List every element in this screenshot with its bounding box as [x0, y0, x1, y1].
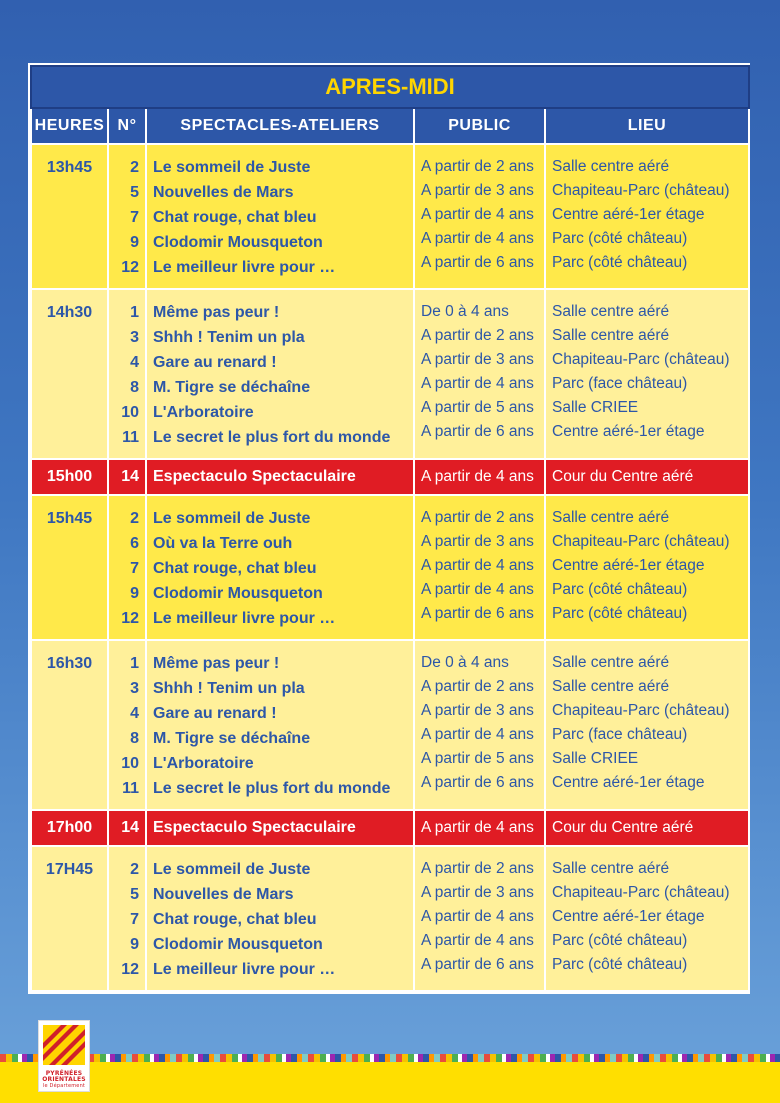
slot-time-cell	[31, 640, 108, 810]
item-public: A partir de 3 ans	[421, 182, 534, 199]
item-title: Le meilleur livre pour …	[153, 259, 336, 276]
item-title: L'Arboratoire	[153, 404, 254, 421]
schedule-table	[30, 65, 750, 992]
item-public: A partir de 6 ans	[421, 254, 534, 271]
item-number: 5	[130, 184, 139, 201]
slot-time: 15h45	[46, 510, 93, 527]
page-title: APRES-MIDI	[31, 66, 749, 108]
item-lieu: Salle CRIEE	[552, 399, 639, 416]
item-public-cell	[414, 495, 545, 640]
item-public: A partir de 3 ans	[421, 351, 534, 368]
item-title: Espectaculo Spectaculaire	[153, 468, 356, 485]
item-lieu: Cour du Centre aéré	[552, 468, 694, 485]
item-number: 2	[130, 159, 139, 176]
schedule-slot-row	[31, 846, 749, 991]
item-number: 10	[121, 404, 139, 421]
item-public: A partir de 4 ans	[421, 468, 534, 485]
item-title: Nouvelles de Mars	[153, 886, 294, 903]
item-title: Espectaculo Spectaculaire	[153, 819, 356, 836]
item-lieu-cell	[545, 846, 749, 991]
item-title: Le sommeil de Juste	[153, 510, 311, 527]
schedule-slot-row	[31, 495, 749, 640]
item-number-cell	[108, 289, 146, 459]
item-public: A partir de 2 ans	[421, 327, 534, 344]
table-header-row	[31, 108, 749, 144]
item-number: 12	[121, 259, 139, 276]
item-number: 11	[122, 780, 139, 797]
item-public-cell	[414, 810, 545, 846]
item-lieu-cell	[545, 495, 749, 640]
item-number: 8	[130, 730, 139, 747]
item-public: A partir de 2 ans	[421, 860, 534, 877]
item-public: A partir de 4 ans	[421, 581, 534, 598]
item-public: A partir de 2 ans	[421, 678, 534, 695]
slot-time-cell	[31, 289, 108, 459]
item-public: A partir de 4 ans	[421, 726, 534, 743]
slot-time-cell	[31, 459, 108, 495]
item-lieu: Parc (côté château)	[552, 932, 688, 949]
item-public: De 0 à 4 ans	[421, 303, 509, 320]
item-title: Clodomir Mousqueton	[153, 936, 323, 953]
item-public-cell	[414, 144, 545, 289]
item-title-cell	[146, 289, 414, 459]
item-lieu-cell	[545, 289, 749, 459]
item-public-cell	[414, 640, 545, 810]
item-number-cell	[108, 459, 146, 495]
item-number: 3	[130, 329, 139, 346]
catalan-flag-icon	[39, 1021, 89, 1069]
item-title: Le secret le plus fort du monde	[153, 429, 391, 446]
item-public: A partir de 6 ans	[421, 774, 534, 791]
item-lieu: Salle centre aéré	[552, 303, 670, 320]
item-title: Le meilleur livre pour …	[153, 610, 336, 627]
item-lieu: Chapiteau-Parc (château)	[552, 884, 730, 901]
item-public: A partir de 4 ans	[421, 557, 534, 574]
item-number: 3	[130, 680, 139, 697]
item-lieu: Parc (face château)	[552, 726, 688, 743]
item-title: M. Tigre se déchaîne	[153, 730, 311, 747]
schedule-body	[31, 144, 749, 991]
slot-time: 16h30	[46, 655, 93, 672]
item-number: 5	[130, 886, 139, 903]
footer-stripe	[0, 1054, 780, 1062]
item-lieu-cell	[545, 144, 749, 289]
item-title: Nouvelles de Mars	[153, 184, 294, 201]
item-number: 9	[130, 585, 139, 602]
item-public: A partir de 3 ans	[421, 884, 534, 901]
item-number-cell	[108, 495, 146, 640]
item-public: A partir de 2 ans	[421, 158, 534, 175]
item-public: A partir de 4 ans	[421, 206, 534, 223]
item-lieu: Parc (côté château)	[552, 230, 688, 247]
item-title: Le meilleur livre pour …	[153, 961, 336, 978]
item-title: Gare au renard !	[153, 705, 277, 722]
item-lieu: Parc (côté château)	[552, 581, 688, 598]
logo-line-3: le Département	[42, 1083, 86, 1089]
item-public: De 0 à 4 ans	[421, 654, 509, 671]
slot-time: 14h30	[46, 304, 93, 321]
item-public: A partir de 2 ans	[421, 509, 534, 526]
item-number: 2	[130, 861, 139, 878]
schedule-slot-row	[31, 289, 749, 459]
item-lieu: Parc (face château)	[552, 375, 688, 392]
item-number: 10	[121, 755, 139, 772]
item-lieu: Parc (côté château)	[552, 254, 688, 271]
item-title: Shhh ! Tenim un pla	[153, 680, 305, 697]
item-number: 1	[130, 655, 139, 672]
item-title-cell	[146, 640, 414, 810]
slot-time: 17H45	[45, 861, 94, 878]
item-public: A partir de 4 ans	[421, 230, 534, 247]
item-number: 7	[130, 560, 139, 577]
item-title: Clodomir Mousqueton	[153, 234, 323, 251]
item-title: Le secret le plus fort du monde	[153, 780, 391, 797]
header-spectacles: SPECTACLES-ATELIERS	[146, 108, 414, 144]
item-number: 4	[130, 354, 139, 371]
item-lieu: Salle CRIEE	[552, 750, 639, 767]
item-title-cell	[146, 810, 414, 846]
item-title: Même pas peur !	[153, 655, 280, 672]
item-lieu: Salle centre aéré	[552, 509, 670, 526]
item-number: 12	[121, 610, 139, 627]
item-public: A partir de 3 ans	[421, 533, 534, 550]
item-number: 12	[121, 961, 139, 978]
item-lieu: Chapiteau-Parc (château)	[552, 351, 730, 368]
item-number: 9	[130, 234, 139, 251]
item-public-cell	[414, 459, 545, 495]
schedule-slot-row	[31, 144, 749, 289]
item-public: A partir de 4 ans	[421, 908, 534, 925]
slot-time-cell	[31, 144, 108, 289]
item-title: Le sommeil de Juste	[153, 861, 311, 878]
slot-time: 15h00	[46, 468, 93, 485]
header-heures: HEURES	[31, 108, 108, 144]
item-lieu-cell	[545, 459, 749, 495]
item-title: L'Arboratoire	[153, 755, 254, 772]
logo-text	[39, 1071, 89, 1089]
item-number-cell	[108, 810, 146, 846]
item-number: 1	[130, 304, 139, 321]
schedule-sheet	[28, 63, 750, 994]
item-public: A partir de 6 ans	[421, 605, 534, 622]
item-lieu: Chapiteau-Parc (château)	[552, 533, 730, 550]
slot-time-cell	[31, 810, 108, 846]
slot-time: 13h45	[46, 159, 93, 176]
item-number: 7	[130, 911, 139, 928]
item-lieu: Salle centre aéré	[552, 327, 670, 344]
schedule-slot-row	[31, 640, 749, 810]
item-number: 14	[121, 468, 139, 485]
item-number: 2	[130, 510, 139, 527]
item-title-cell	[146, 846, 414, 991]
item-lieu: Cour du Centre aéré	[552, 819, 694, 836]
item-number: 7	[130, 209, 139, 226]
item-number: 8	[130, 379, 139, 396]
item-number: 14	[121, 819, 139, 836]
item-number-cell	[108, 846, 146, 991]
item-public: A partir de 5 ans	[421, 399, 534, 416]
item-lieu: Parc (côté château)	[552, 956, 688, 973]
item-lieu: Centre aéré-1er étage	[552, 557, 705, 574]
item-lieu: Salle centre aéré	[552, 158, 670, 175]
item-title: Clodomir Mousqueton	[153, 585, 323, 602]
item-title: Où va la Terre ouh	[153, 535, 293, 552]
slot-time-cell	[31, 846, 108, 991]
item-title: Gare au renard !	[153, 354, 277, 371]
slot-time: 17h00	[46, 819, 93, 836]
item-lieu: Parc (côté château)	[552, 605, 688, 622]
item-public-cell	[414, 846, 545, 991]
item-lieu: Centre aéré-1er étage	[552, 774, 705, 791]
header-public: PUBLIC	[414, 108, 545, 144]
item-lieu: Chapiteau-Parc (château)	[552, 702, 730, 719]
logo-line-1: PYRÉNÉES	[45, 1070, 83, 1077]
item-number-cell	[108, 144, 146, 289]
item-title-cell	[146, 144, 414, 289]
item-lieu: Salle centre aéré	[552, 860, 670, 877]
item-title: M. Tigre se déchaîne	[153, 379, 311, 396]
item-title: Chat rouge, chat bleu	[153, 560, 317, 577]
item-number: 9	[130, 936, 139, 953]
item-public: A partir de 6 ans	[421, 956, 534, 973]
item-lieu: Chapiteau-Parc (château)	[552, 182, 730, 199]
item-public: A partir de 4 ans	[421, 819, 534, 836]
item-lieu: Salle centre aéré	[552, 678, 670, 695]
item-title: Même pas peur !	[153, 304, 280, 321]
footer-band	[0, 1062, 780, 1103]
item-lieu: Centre aéré-1er étage	[552, 908, 705, 925]
item-public: A partir de 6 ans	[421, 423, 534, 440]
header-lieu: LIEU	[545, 108, 749, 144]
item-public-cell	[414, 289, 545, 459]
item-number: 6	[130, 535, 139, 552]
item-lieu-cell	[545, 640, 749, 810]
item-public: A partir de 3 ans	[421, 702, 534, 719]
department-logo	[38, 1020, 90, 1092]
item-public: A partir de 4 ans	[421, 375, 534, 392]
item-title-cell	[146, 495, 414, 640]
item-number: 4	[130, 705, 139, 722]
item-lieu-cell	[545, 810, 749, 846]
item-title: Chat rouge, chat bleu	[153, 209, 317, 226]
item-number-cell	[108, 640, 146, 810]
schedule-slot-row	[31, 810, 749, 846]
item-public: A partir de 5 ans	[421, 750, 534, 767]
item-title: Le sommeil de Juste	[153, 159, 311, 176]
logo-line-2: ORIENTALES	[42, 1076, 86, 1083]
header-num: N°	[108, 108, 146, 144]
item-lieu: Centre aéré-1er étage	[552, 206, 705, 223]
item-public: A partir de 4 ans	[421, 932, 534, 949]
schedule-slot-row	[31, 459, 749, 495]
item-title: Chat rouge, chat bleu	[153, 911, 317, 928]
item-title-cell	[146, 459, 414, 495]
slot-time-cell	[31, 495, 108, 640]
item-lieu: Salle centre aéré	[552, 654, 670, 671]
item-number: 11	[122, 429, 139, 446]
item-lieu: Centre aéré-1er étage	[552, 423, 705, 440]
item-title: Shhh ! Tenim un pla	[153, 329, 305, 346]
